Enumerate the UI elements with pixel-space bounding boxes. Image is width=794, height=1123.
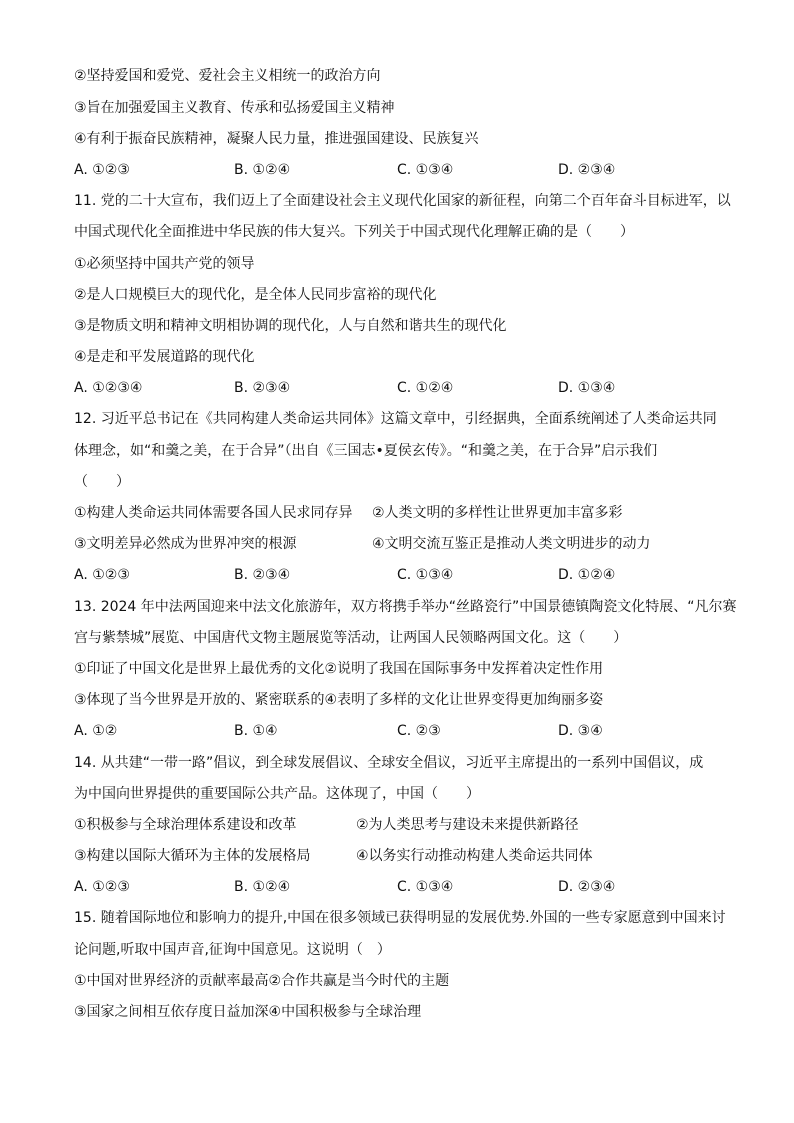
q10-option-d[interactable]: D. ②③④ [558,162,616,178]
q12-stem-line-3: （ ） [74,474,130,490]
q11-stem-line-2: 中国式现代化全面推进中华民族的伟大复兴。下列关于中国式现代化理解正确的是（ ） [74,224,634,240]
q12-option-a[interactable]: A. ①②③ [74,567,130,583]
q12-item-3: ③文明差异必然成为世界冲突的根源 [74,536,297,552]
q11-item-4: ④是走和平发展道路的现代化 [74,349,255,365]
q14-option-d[interactable]: D. ②③④ [558,879,616,895]
q10-item-2: ②坚持爱国和爱党、爱社会主义相统一的政治方向 [74,68,381,84]
q11-stem-line-1: 11. 党的二十大宣布，我们迈上了全面建设社会主义现代化国家的新征程，向第二个百年奋斗目标进军，以 [74,193,731,209]
q11-option-d[interactable]: D. ①③④ [558,380,616,396]
q15-stem-line-1: 15. 随着国际地位和影响力的提升,中国在很多领域已获得明显的发展优势.外国的一些专家愿意到中国来讨 [74,910,726,926]
q14-option-a[interactable]: A. ①②③ [74,879,130,895]
q10-option-a[interactable]: A. ①②③ [74,162,130,178]
q15-item-line-2: ③国家之间相互依存度日益加深④中国积极参与全球治理 [74,1004,422,1020]
q11-option-a[interactable]: A. ①②③④ [74,380,143,396]
q15-item-line-1: ①中国对世界经济的贡献率最高②合作共赢是当今时代的主题 [74,973,450,989]
q12-stem-line-1: 12. 习近平总书记在《共同构建人类命运共同体》这篇文章中，引经据典，全面系统阐述了人类命运共同 [74,411,717,427]
q13-item-line-2: ③体现了当今世界是开放的、紧密联系的④表明了多样的文化让世界变得更加绚丽多姿 [74,692,604,708]
q14-item-4: ④以务实行动推动构建人类命运共同体 [356,848,593,864]
q13-stem-line-1: 13. 2024 年中法两国迎来中法文化旅游年，双方将携手举办“丝路瓷行”中国景德镇陶瓷文化特展、“凡尔赛 [74,599,737,615]
q14-item-1: ①积极参与全球治理体系建设和改革 [74,817,297,833]
q13-option-a[interactable]: A. ①② [74,723,118,739]
q12-item-4: ④文明交流互鉴正是推动人类文明进步的动力 [372,536,651,552]
q15-stem-line-2: 论问题,听取中国声音,征询中国意见。这说明（ ） [74,942,391,958]
q11-item-2: ②是人口规模巨大的现代化，是全体人民同步富裕的现代化 [74,287,437,303]
q14-item-3: ③构建以国际大循环为主体的发展格局 [74,848,311,864]
q11-item-3: ③是物质文明和精神文明相协调的现代化，人与自然和谐共生的现代化 [74,318,507,334]
q12-option-b[interactable]: B. ②③④ [234,567,291,583]
q13-option-c[interactable]: C. ②③ [397,723,441,739]
q11-item-1: ①必须坚持中国共产党的领导 [74,256,255,272]
q12-item-2: ②人类文明的多样性让世界更加丰富多彩 [372,505,623,521]
q12-option-d[interactable]: D. ①②④ [558,567,616,583]
q10-item-4: ④有利于振奋民族精神，凝聚人民力量，推进强国建设、民族复兴 [74,131,479,147]
q14-stem-line-1: 14. 从共建“一带一路”倡议，到全球发展倡议、全球安全倡议，习近平主席提出的一系列中国倡议，成 [74,755,704,771]
q13-option-b[interactable]: B. ①④ [234,723,278,739]
q12-item-1: ①构建人类命运共同体需要各国人民求同存异 [74,505,353,521]
q14-stem-line-2: 为中国向世界提供的重要国际公共产品。这体现了，中国（ ） [74,786,480,802]
q11-option-c[interactable]: C. ①②④ [397,380,454,396]
q13-item-line-1: ①印证了中国文化是世界上最优秀的文化②说明了我国在国际事务中发挥着决定性作用 [74,661,604,677]
q14-item-2: ②为人类思考与建设未来提供新路径 [356,817,579,833]
q10-option-b[interactable]: B. ①②④ [234,162,291,178]
q14-option-b[interactable]: B. ①②④ [234,879,291,895]
q13-option-d[interactable]: D. ③④ [558,723,603,739]
q10-item-3: ③旨在加强爱国主义教育、传承和弘扬爱国主义精神 [74,100,395,116]
q12-stem-line-2: 体理念，如“和羹之美，在于合异”（出自《三国志•夏侯玄传》。“和羹之美，在于合异”启示我们 [74,443,658,459]
q10-option-c[interactable]: C. ①③④ [397,162,454,178]
q11-option-b[interactable]: B. ②③④ [234,380,291,396]
q14-option-c[interactable]: C. ①③④ [397,879,454,895]
q12-option-c[interactable]: C. ①③④ [397,567,454,583]
q13-stem-line-2: 宫与紫禁城”展览、中国唐代文物主题展览等活动，让两国人民领略两国文化。这（ ） [74,630,628,646]
